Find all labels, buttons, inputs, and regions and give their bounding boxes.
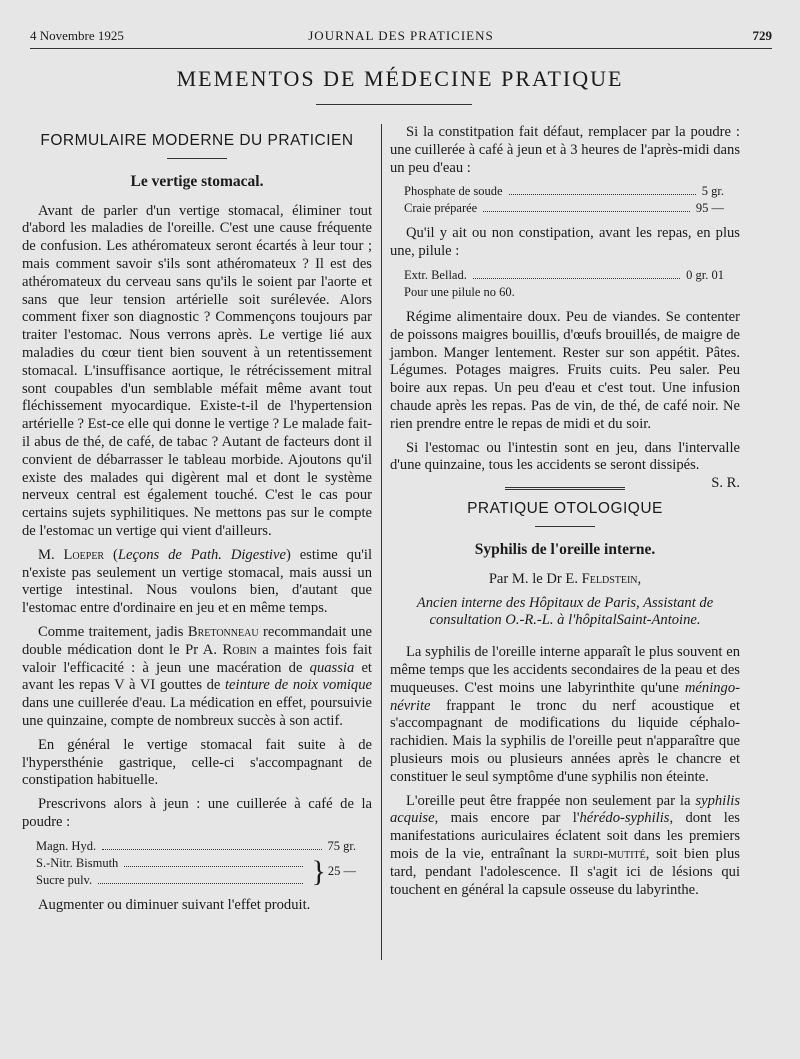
section-heading-otologique: PRATIQUE OTOLOGIQUE xyxy=(467,500,663,518)
formula-row xyxy=(404,183,724,200)
paragraph xyxy=(390,644,740,786)
leader-dots xyxy=(473,267,680,279)
emphasis: quassia xyxy=(309,659,355,676)
title-rule xyxy=(316,104,472,105)
right-column xyxy=(390,124,740,899)
paragraph: Avant de parler d'un vertige stomacal, éliminer tout d'abord les maladies de l'oreille. C'est une cause fréquente de confusion. Les athéromateux seront écartés à leur tour ; mais comment savoir s'ils sont athéromateux ? Il est des athéromateux du cerveau sans qu'ils le soient par l'aorte et sans que leur tension artérielle soit surélevée. Alors comment fixer son diagnostic ? Commençons toujours par traiter l'estomac. Nous verrons après. Le vertige lié aux maladies du cœur tient bien souvent à un retentissement stomacal. L'insuffisance aortique, le rétrécissement mitral sont coupables d'un semblable méfait même avant tout fléchissement myocardique. Existe-t-il de l'hypertension artérielle ? Est-ce elle qui donne le vertige ? Le malade fait-il abus de thé, de café, de tabac ? Autant de facteurs dont il convient de débarrasser le tableau morbide. Ajoutons qu'il existe des malades qui digèrent mal et dont le système nerveux central est également touché. C'est le cas pour certains sujets syphilitiques. Ne mettons pas sur le compte de l'estomac un vertige qui vient d'ailleurs. xyxy=(22,202,372,539)
ingredient-name: Craie préparée xyxy=(404,201,478,216)
issue-date: 4 Novembre 1925 xyxy=(30,28,124,43)
paragraph-text: , soit bien plus tard, pendant l'adolescence. Il s'agit ici de lésions qui touchent en général la capsule osseuse du labyrinthe. xyxy=(390,845,740,898)
brace: } xyxy=(311,854,326,888)
paragraph-text: estime qu'il n'existe pas seulement un vertige stomacal, mais aussi un vertige intestinal. Nous voulons bien, d'autant que l'estomac entre d'ordinaire en jeu et en même temps. xyxy=(22,546,372,617)
ingredient-quantity: 95 — xyxy=(695,201,724,216)
prescription-formula xyxy=(404,183,724,217)
ingredient-quantity: 5 gr. xyxy=(701,184,724,199)
journal-name: JOURNAL DES PRATICIENS xyxy=(308,28,494,43)
term: surdi-mutité xyxy=(573,845,646,862)
ingredient-name: Extr. Bellad. xyxy=(404,267,467,282)
signature-initials: S. R. xyxy=(711,475,740,492)
page-number: 729 xyxy=(752,28,772,43)
ingredient-name: Phosphate de soude xyxy=(404,184,503,199)
author-affiliation: Ancien interne des Hôpitaux de Paris, Assistant de consultation O.-R.-L. à l'hôpitalSaint-Antoine. xyxy=(416,594,714,629)
paragraph-text: Si l'estomac ou l'intestin sont en jeu, dans l'intervalle d'une quinzaine, tous les accidents se seront dissipés. xyxy=(390,439,740,474)
ingredient-quantity: 0 gr. 01 xyxy=(686,267,724,282)
paragraph: Si la constitpation fait défaut, remplacer par la poudre : une cuillerée à café à jeun et à 3 heures de l'après-midi dans un peu d'eau : xyxy=(390,124,740,176)
prescription-formula xyxy=(36,838,356,889)
paragraph-text: , dont les manifestations auriculaires éclatent soit dans les premiers mois de la vie, entraînant la xyxy=(390,810,740,862)
ingredient-quantity: 75 gr. xyxy=(327,838,356,853)
paragraph-text: L'oreille peut être frappée non seulement par la xyxy=(406,792,691,809)
leader-dots xyxy=(509,183,696,195)
byline-prefix: Par M. le Dr E. xyxy=(488,570,578,587)
paragraph xyxy=(22,624,372,731)
article-end-rule xyxy=(505,487,625,490)
paragraph xyxy=(390,793,740,900)
section-heading-formulaire: FORMULAIRE MODERNE DU PRATICIEN xyxy=(40,132,354,149)
formula-row xyxy=(404,200,724,217)
person-name: Robin xyxy=(222,641,257,658)
paragraph-text: dans une cuillerée d'eau. La médication en effet, poursuivie une quinzaine, compte de nombreux succès à son actif. xyxy=(22,695,372,729)
running-header xyxy=(30,28,772,48)
paragraph: En général le vertige stomacal fait suite à de l'hypersthénie gastrique, celle-ci s'accompagnant de constipation habituelle. xyxy=(22,736,372,789)
article-title-syphilis: Syphilis de l'oreille interne. xyxy=(474,540,656,558)
emphasis: méningo-névrite xyxy=(390,679,740,714)
person-name: Bretonneau xyxy=(187,623,259,640)
formula-row xyxy=(36,872,309,889)
paragraph: M. Loeper (Leçons de Path. Digestive) estime qu'il n'existe pas seulement un vertige stomacal, mais aussi un vertige intestinal. Nous voulons bien, d'autant que l'estomac entre d'ordinaire en jeu et en même temps. xyxy=(22,546,372,617)
leader-dots xyxy=(124,855,303,867)
section-rule xyxy=(167,158,227,159)
formula-row xyxy=(404,284,724,301)
paragraph: Prescrivons alors à jeun : une cuillerée à café de la poudre : xyxy=(22,796,372,830)
paragraph: Qu'il y ait ou non constipation, avant les repas, en plus une, pilule : xyxy=(390,225,740,260)
article-title-vertige: Le vertige stomacal. xyxy=(130,172,264,190)
leader-dots xyxy=(98,872,303,884)
formula-row xyxy=(404,267,724,284)
paragraph-text: a maintes fois fait valoir l'efficacité : à jeun une macération de xyxy=(22,641,373,676)
formula-row xyxy=(36,855,309,872)
paragraph: Augmenter ou diminuer suivant l'effet produit. xyxy=(38,896,311,913)
paragraph-text: La syphilis de l'oreille interne apparaît le plus souvent en même temps que les accidents secondaires de la peau et des muqueuses. C'est moins une labyrinthite qu'une xyxy=(390,644,740,696)
ingredient-quantity: 25 — xyxy=(327,864,356,879)
author-name: M. Loeper xyxy=(38,546,105,563)
emphasis: teinture de noix vomique xyxy=(225,677,372,694)
emphasis: syphilis acquise xyxy=(390,792,740,827)
paragraph-text: Comme traitement, jadis xyxy=(38,623,184,640)
leader-dots xyxy=(483,200,690,212)
prescription-formula xyxy=(404,267,724,301)
paragraph xyxy=(390,439,740,492)
left-column xyxy=(22,124,372,914)
paragraph-text: recommandait une double médication dont le Pr A. xyxy=(22,623,372,658)
paragraph-text: frappant le tronc du nerf acoustique et s'accompagnant de modifications du liquide céphalo-rachidien. Mais la syphilis de l'oreille peut n'apparaître que plusieurs mois ou plusieurs années après le chancre et constituer le seul symptôme d'une syphilis non éteinte. xyxy=(390,697,740,785)
formula-group xyxy=(36,855,356,889)
ingredient-name: S.-Nitr. Bismuth xyxy=(36,855,119,870)
ingredient-name: Sucre pulv. xyxy=(36,872,93,887)
formula-note: Pour une pilule no 60. xyxy=(404,284,515,299)
section-rule xyxy=(535,526,595,527)
column-divider xyxy=(381,124,382,960)
author-name: Feldstein, xyxy=(581,570,642,587)
header-rule xyxy=(30,48,772,49)
page-title: MEMENTOS DE MÉDECINE PRATIQUE xyxy=(176,66,624,91)
formula-row xyxy=(36,838,356,855)
emphasis: hérédo-syphilis xyxy=(579,810,670,827)
leader-dots xyxy=(102,838,321,850)
paragraph-text: , mais encore par l' xyxy=(434,810,580,827)
citation: Leçons de Path. Digestive xyxy=(117,546,286,563)
paragraph-text: et avant les repas V à VI gouttes de xyxy=(22,659,372,694)
paragraph: Régime alimentaire doux. Peu de viandes. Se contenter de poissons maigres bouillis, d'œufs brouillés, de maigre de jambon. Manger lentement. Rester sur son appétit. Pâtes. Légumes. Potages maigres. Fruits cuits. Peu saler. Peu boire aux repas. Un peu d'eau et c'est tout. Une infusion chaude après les repas. Pas de vin, de thé, de café noir. Ne rien prendre entre le repas de midi et du soir. xyxy=(390,308,740,432)
ingredient-name: Magn. Hyd. xyxy=(36,838,97,853)
byline xyxy=(390,571,740,589)
